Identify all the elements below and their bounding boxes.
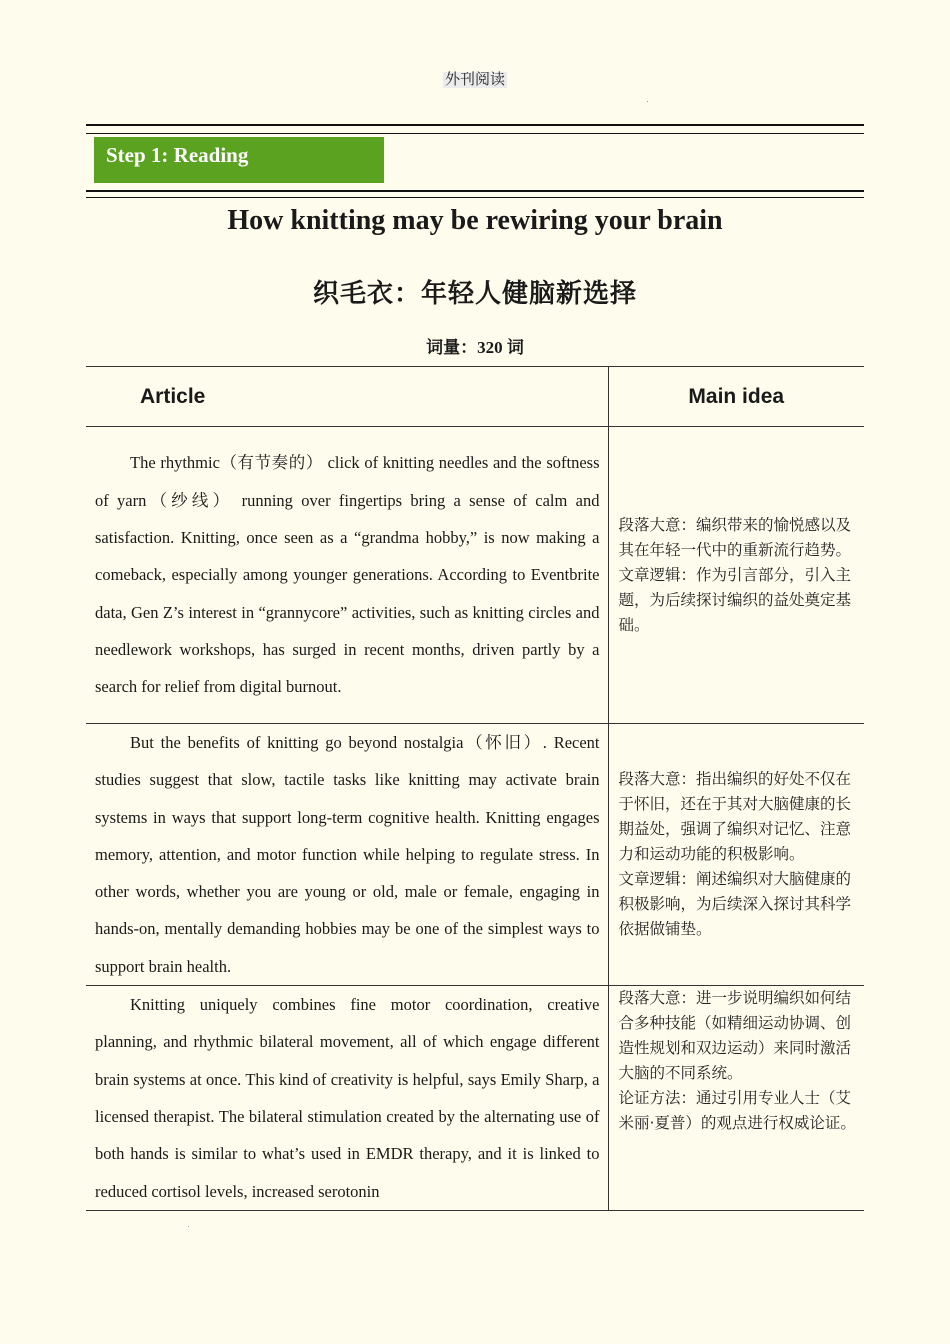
- header-label: 外刊阅读: [444, 72, 505, 88]
- title-english: How knitting may be rewiring your brain: [227, 205, 723, 236]
- paragraph-summary: 段落大意：进一步说明编织如何结合多种技能（如精细运动协调、创造性规划和双边运动）来同时激活大脑的不同系统。: [618, 989, 852, 1083]
- step-banner: [94, 137, 384, 183]
- bottom-rule-thin: [86, 197, 864, 198]
- paragraph-summary: 段落大意：编织带来的愉悦感以及其在年轻一代中的重新流行趋势。: [618, 515, 852, 559]
- decorative-dot: [647, 101, 648, 102]
- top-rule-thick: [86, 124, 864, 126]
- main-idea-cell: [608, 427, 864, 724]
- title-chinese: 织毛衣：年轻人健脑新选择: [312, 279, 637, 309]
- article-paragraph: But the benefits of knitting go beyond nostalgia（怀旧）. Recent studies suggest that slow, tactile tasks like knitting may activate brain systems in ways that support long-term cognitive health. Knitting engages memory, attention, and motor function while helping to regulate stress. In other words, whether you are young or old, male or female, engaging in hands-on, mentally demanding hobbies may be one of the simplest ways to support brain health.: [86, 724, 608, 986]
- main-idea-cell: [608, 724, 864, 986]
- reading-table: [86, 366, 864, 1211]
- bottom-rule-thick: [86, 190, 864, 192]
- main-idea-header: Main idea: [608, 367, 864, 427]
- top-rule-thin: [86, 133, 864, 134]
- table-row: [86, 986, 864, 1211]
- table-row: [86, 427, 864, 724]
- article-header: Article: [86, 367, 608, 427]
- paragraph-summary: 段落大意：指出编织的好处不仅在于怀旧，还在于其对大脑健康的长期益处，强调了编织对记忆、注意力和运动功能的积极影响。: [618, 770, 852, 864]
- main-idea-cell: [608, 986, 864, 1211]
- article-paragraph: The rhythmic（有节奏的） click of knitting needles and the softness of yarn（纱线） running over fingertips bring a sense of calm and satisfaction. Knitting, once seen as a “grandma hobby,” is now making a comeback, especially among younger generations. According to Eventbrite data, Gen Z’s interest in “grannycore” activities, such as knitting circles and needlework workshops, has surged in recent months, driven partly by a search for relief from digital burnout.: [86, 427, 608, 724]
- paragraph-logic: 文章逻辑：作为引言部分，引入主题，为后续探讨编织的益处奠定基础。: [618, 565, 852, 634]
- word-count: 词量：320 词: [426, 338, 524, 357]
- paragraph-logic: 文章逻辑：阐述编织对大脑健康的积极影响，为后续深入探讨其科学依据做铺垫。: [618, 870, 852, 939]
- table-row: [86, 724, 864, 986]
- decorative-dot: [188, 1226, 189, 1227]
- step-label: Step 1: Reading: [106, 143, 249, 167]
- paragraph-logic: 论证方法：通过引用专业人士（艾米丽·夏普）的观点进行权威论证。: [618, 1089, 856, 1133]
- article-paragraph: Knitting uniquely combines fine motor coordination, creative planning, and rhythmic bilateral movement, all of which engage different brain systems at once. This kind of creativity is helpful, says Emily Sharp, a licensed therapist. The bilateral stimulation created by the alternating use of both hands is similar to what’s used in EMDR therapy, and it is linked to reduced cortisol levels, increased serotonin: [86, 986, 608, 1211]
